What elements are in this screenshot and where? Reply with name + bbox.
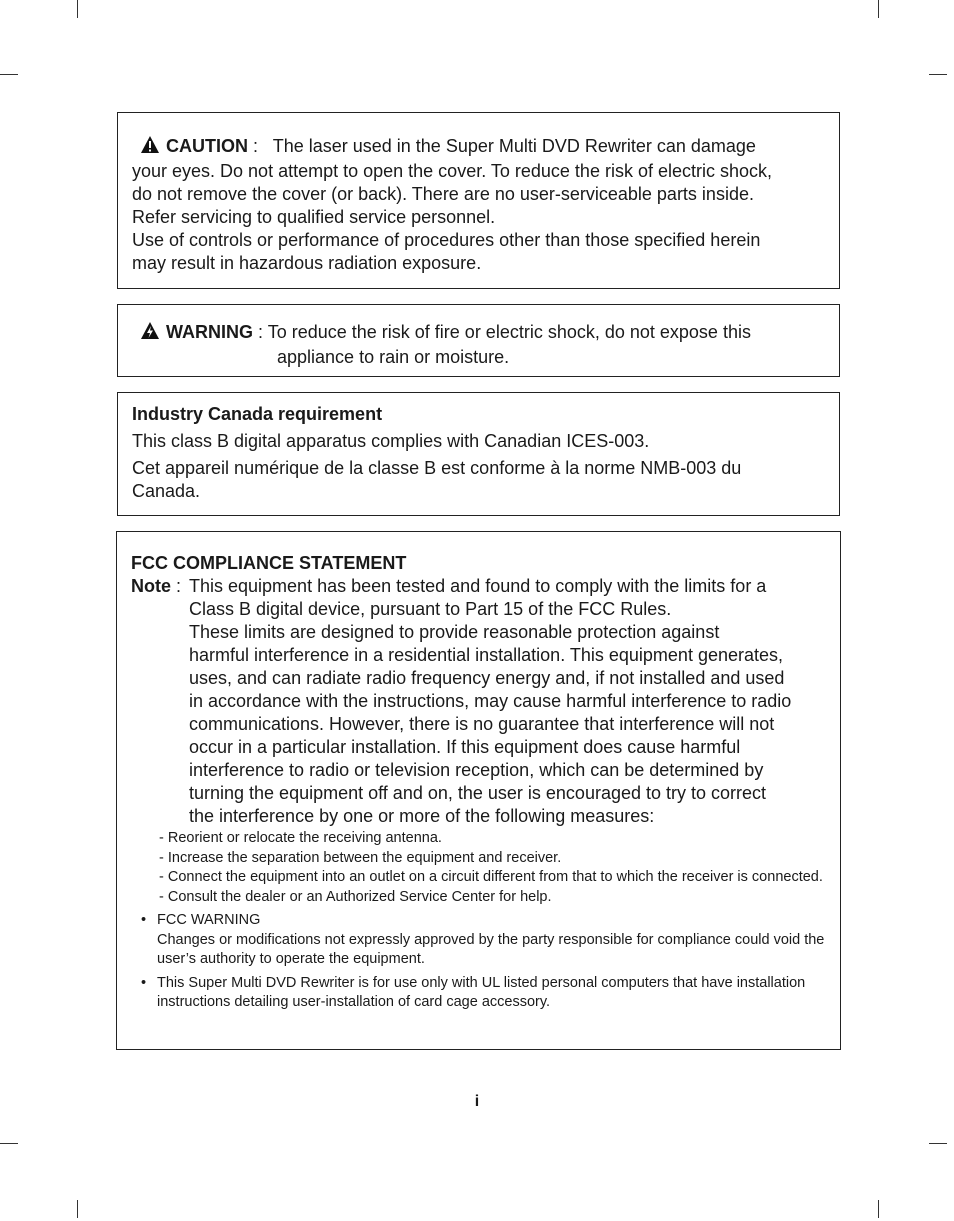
canada-text-line: Canada. xyxy=(132,481,201,501)
fcc-warning-bullet xyxy=(141,911,826,970)
caution-label: CAUTION xyxy=(166,136,248,156)
fcc-warning-text: Changes or modifications not expressly approved by the party responsible for compliance could void the user’s authority to operate the equipment. xyxy=(157,931,825,967)
canada-text-line: Cet appareil numérique de la classe B est conforme à la norme NMB-003 du xyxy=(132,458,742,478)
list-item: - Increase the separation between the equipment and receiver. xyxy=(159,849,562,866)
warning-text-line: To reduce the risk of fire or electric shock, do not expose this xyxy=(267,322,751,342)
note-separator: : xyxy=(176,576,182,596)
note-line: the interference by one or more of the following measures: xyxy=(189,806,655,826)
caution-text-line: Refer servicing to qualified service personnel. xyxy=(132,207,496,227)
note-line: These limits are designed to provide reasonable protection against xyxy=(189,622,720,642)
note-line: in accordance with the instructions, may cause harmful interference to radio xyxy=(189,691,792,711)
crop-mark xyxy=(929,74,947,75)
high-voltage-icon xyxy=(140,321,160,346)
measures-list xyxy=(131,829,826,907)
fcc-compliance-box xyxy=(116,531,841,1050)
crop-mark xyxy=(77,0,78,18)
list-item: - Consult the dealer or an Authorized Service Center for help. xyxy=(159,888,552,905)
caution-text-line: Use of controls or performance of procedures other than those specified herein xyxy=(132,230,761,250)
note-line: Class B digital device, pursuant to Part 15 of the FCC Rules. xyxy=(189,599,672,619)
page-number: i xyxy=(474,1093,480,1110)
fcc-bullets xyxy=(131,911,826,1013)
fcc-heading: FCC COMPLIANCE STATEMENT xyxy=(131,553,407,573)
note-line: This equipment has been tested and found to comply with the limits for a xyxy=(189,576,767,596)
caution-text-line: your eyes. Do not attempt to open the cover. To reduce the risk of electric shock, xyxy=(132,161,773,181)
note-line: turning the equipment off and on, the user is encouraged to try to correct xyxy=(189,783,767,803)
note-line: communications. However, there is no guarantee that interference will not xyxy=(189,714,775,734)
bullet-icon: • xyxy=(141,912,147,928)
bullet-icon: • xyxy=(141,974,147,991)
note-line: occur in a particular installation. If this equipment does cause harmful xyxy=(189,737,741,757)
warning-separator: : xyxy=(258,322,264,342)
crop-mark xyxy=(0,1143,18,1144)
crop-mark xyxy=(0,74,18,75)
warning-label: WARNING xyxy=(166,322,253,342)
list-item: - Reorient or relocate the receiving antenna. xyxy=(159,830,442,846)
fcc-warning-title: FCC WARNING xyxy=(157,912,261,928)
note-line: interference to radio or television reception, which can be determined by xyxy=(189,760,764,780)
ul-listed-bullet xyxy=(141,974,826,1013)
fcc-note xyxy=(131,575,826,828)
caution-separator: : xyxy=(253,136,259,156)
warning-triangle-icon xyxy=(140,135,160,160)
industry-canada-box xyxy=(117,392,840,516)
caution-text-line: The laser used in the Super Multi DVD Rewriter can damage xyxy=(272,136,756,156)
note-line: uses, and can radiate radio frequency energy and, if not installed and used xyxy=(189,668,785,688)
crop-mark xyxy=(77,1200,78,1218)
warning-box xyxy=(117,304,840,377)
crop-mark xyxy=(878,0,879,18)
canada-heading: Industry Canada requirement xyxy=(132,404,383,424)
caution-text-line: may result in hazardous radiation exposure. xyxy=(132,253,482,273)
canada-text-line: This class B digital apparatus complies with Canadian ICES-003. xyxy=(132,431,650,451)
caution-text-line: do not remove the cover (or back). There are no user-serviceable parts inside. xyxy=(132,184,754,204)
ul-listed-text: This Super Multi DVD Rewriter is for use only with UL listed personal computers that have installation instructions detailing user-installation of card cage accessory. xyxy=(157,974,806,1010)
list-item: - Connect the equipment into an outlet on a circuit different from that to which the receiver is connected. xyxy=(159,869,823,885)
crop-mark xyxy=(929,1143,947,1144)
note-text xyxy=(131,575,826,828)
crop-mark xyxy=(878,1200,879,1218)
caution-box xyxy=(117,112,840,289)
note-line: harmful interference in a residential installation. This equipment generates, xyxy=(189,645,783,665)
note-label: Note xyxy=(131,576,171,596)
warning-text-line: appliance to rain or moisture. xyxy=(277,347,510,367)
